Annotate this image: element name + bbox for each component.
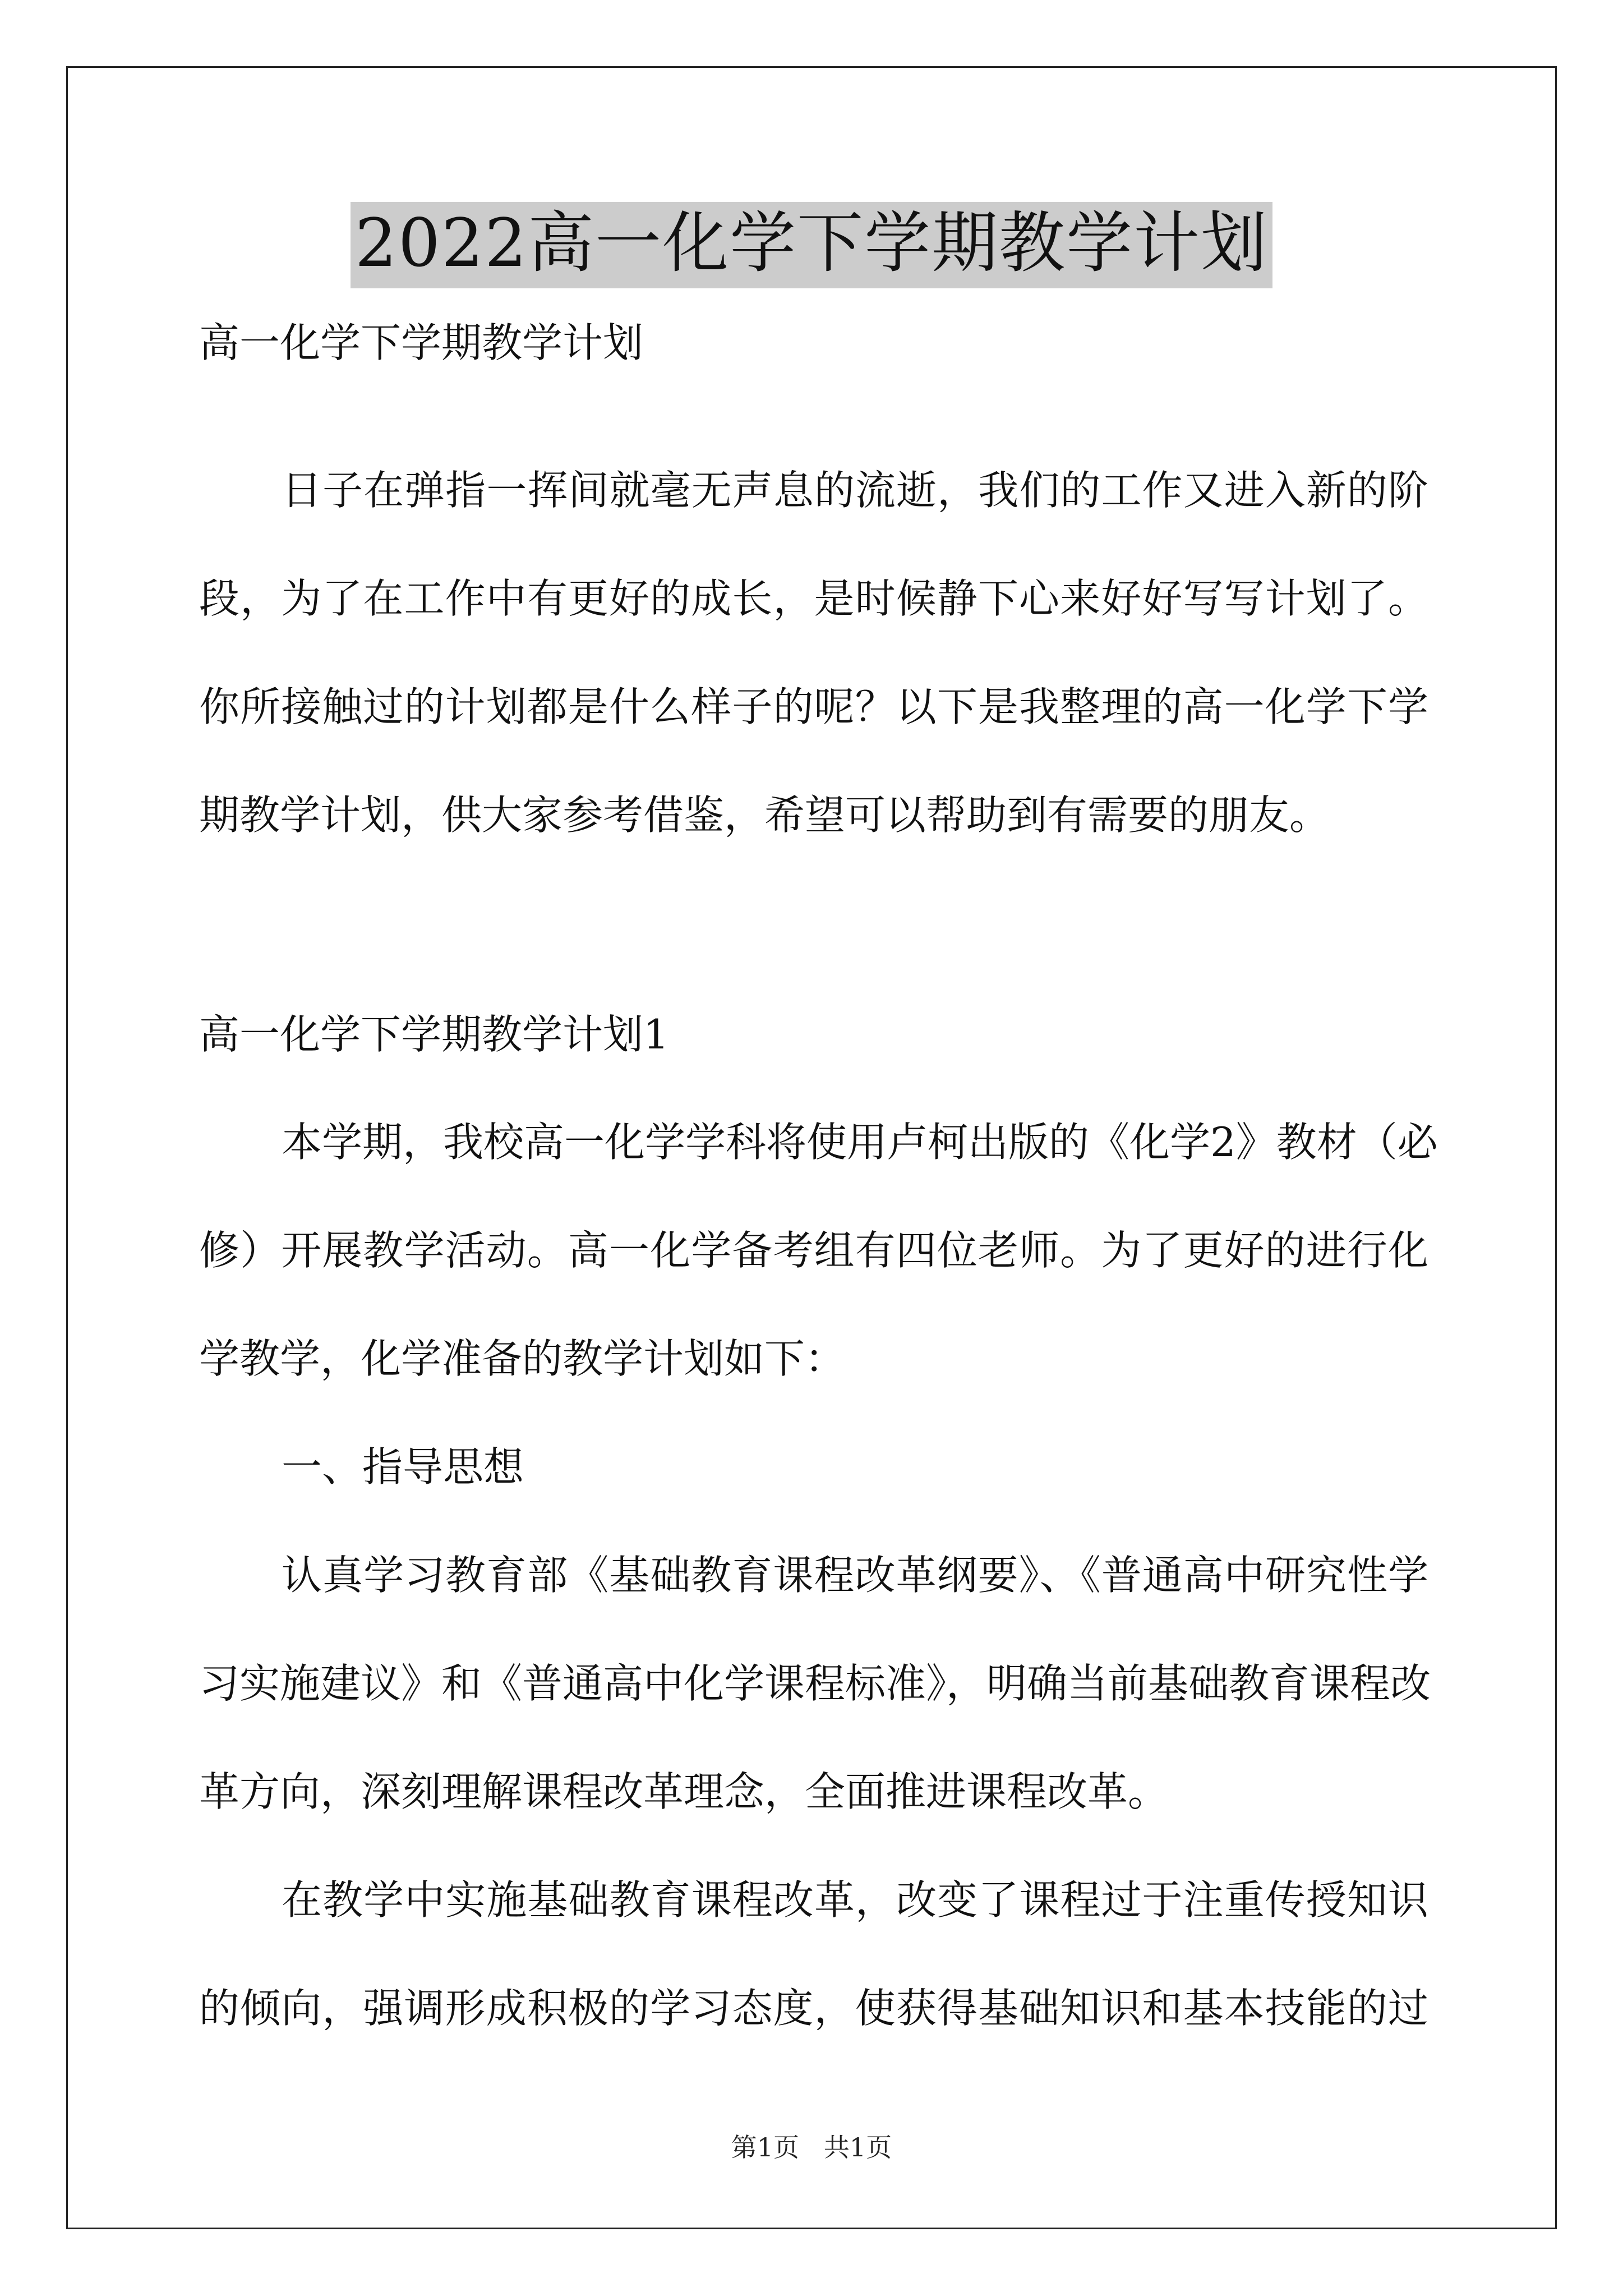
paragraph-line: 在教学中实施基础教育课程改革，改变了课程过于注重传授知识 [282,1876,1428,1924]
page-number: 第1页 共1页 [731,2132,892,2162]
paragraph-line: 日子在弹指一挥间就毫无声息的流逝，我们的工作又进入新的阶 [282,467,1428,514]
section-heading: 高一化学下学期教学计划 [199,319,644,366]
paragraph-line: 期教学计划，供大家参考借鉴，希望可以帮助到有需要的朋友。 [199,792,1330,839]
paragraph-line: 革方向，深刻理解课程改革理念，全面推进课程改革。 [199,1768,1169,1815]
subsection-heading: 一、指导思想 [282,1443,524,1490]
paragraph-line: 修）开展教学活动。高一化学备考组有四位老师。为了更好的进行化 [199,1227,1428,1274]
paragraph-line: 认真学习教育部《基础教育课程改革纲要》、《普通高中研究性学 [282,1552,1428,1599]
paragraph-line: 本学期，我校高一化学学科将使用卢柯出版的《化学2》教材（必 [282,1119,1438,1166]
document-title: 2022高一化学下学期教学计划 [0,202,1623,288]
paragraph-line: 学教学，化学准备的教学计划如下： [199,1335,846,1382]
section-heading: 高一化学下学期教学计划1 [199,1011,669,1058]
paragraph-line: 段，为了在工作中有更好的成长，是时候静下心来好好写写计划了。 [199,575,1428,622]
paragraph-line: 习实施建议》和《普通高中化学课程标准》，明确当前基础教育课程改 [199,1660,1431,1707]
paragraph-line: 的倾向，强调形成积极的学习态度，使获得基础知识和基本技能的过 [199,1985,1428,2032]
paragraph-line: 你所接触过的计划都是什么样子的呢？以下是我整理的高一化学下学 [199,683,1428,730]
